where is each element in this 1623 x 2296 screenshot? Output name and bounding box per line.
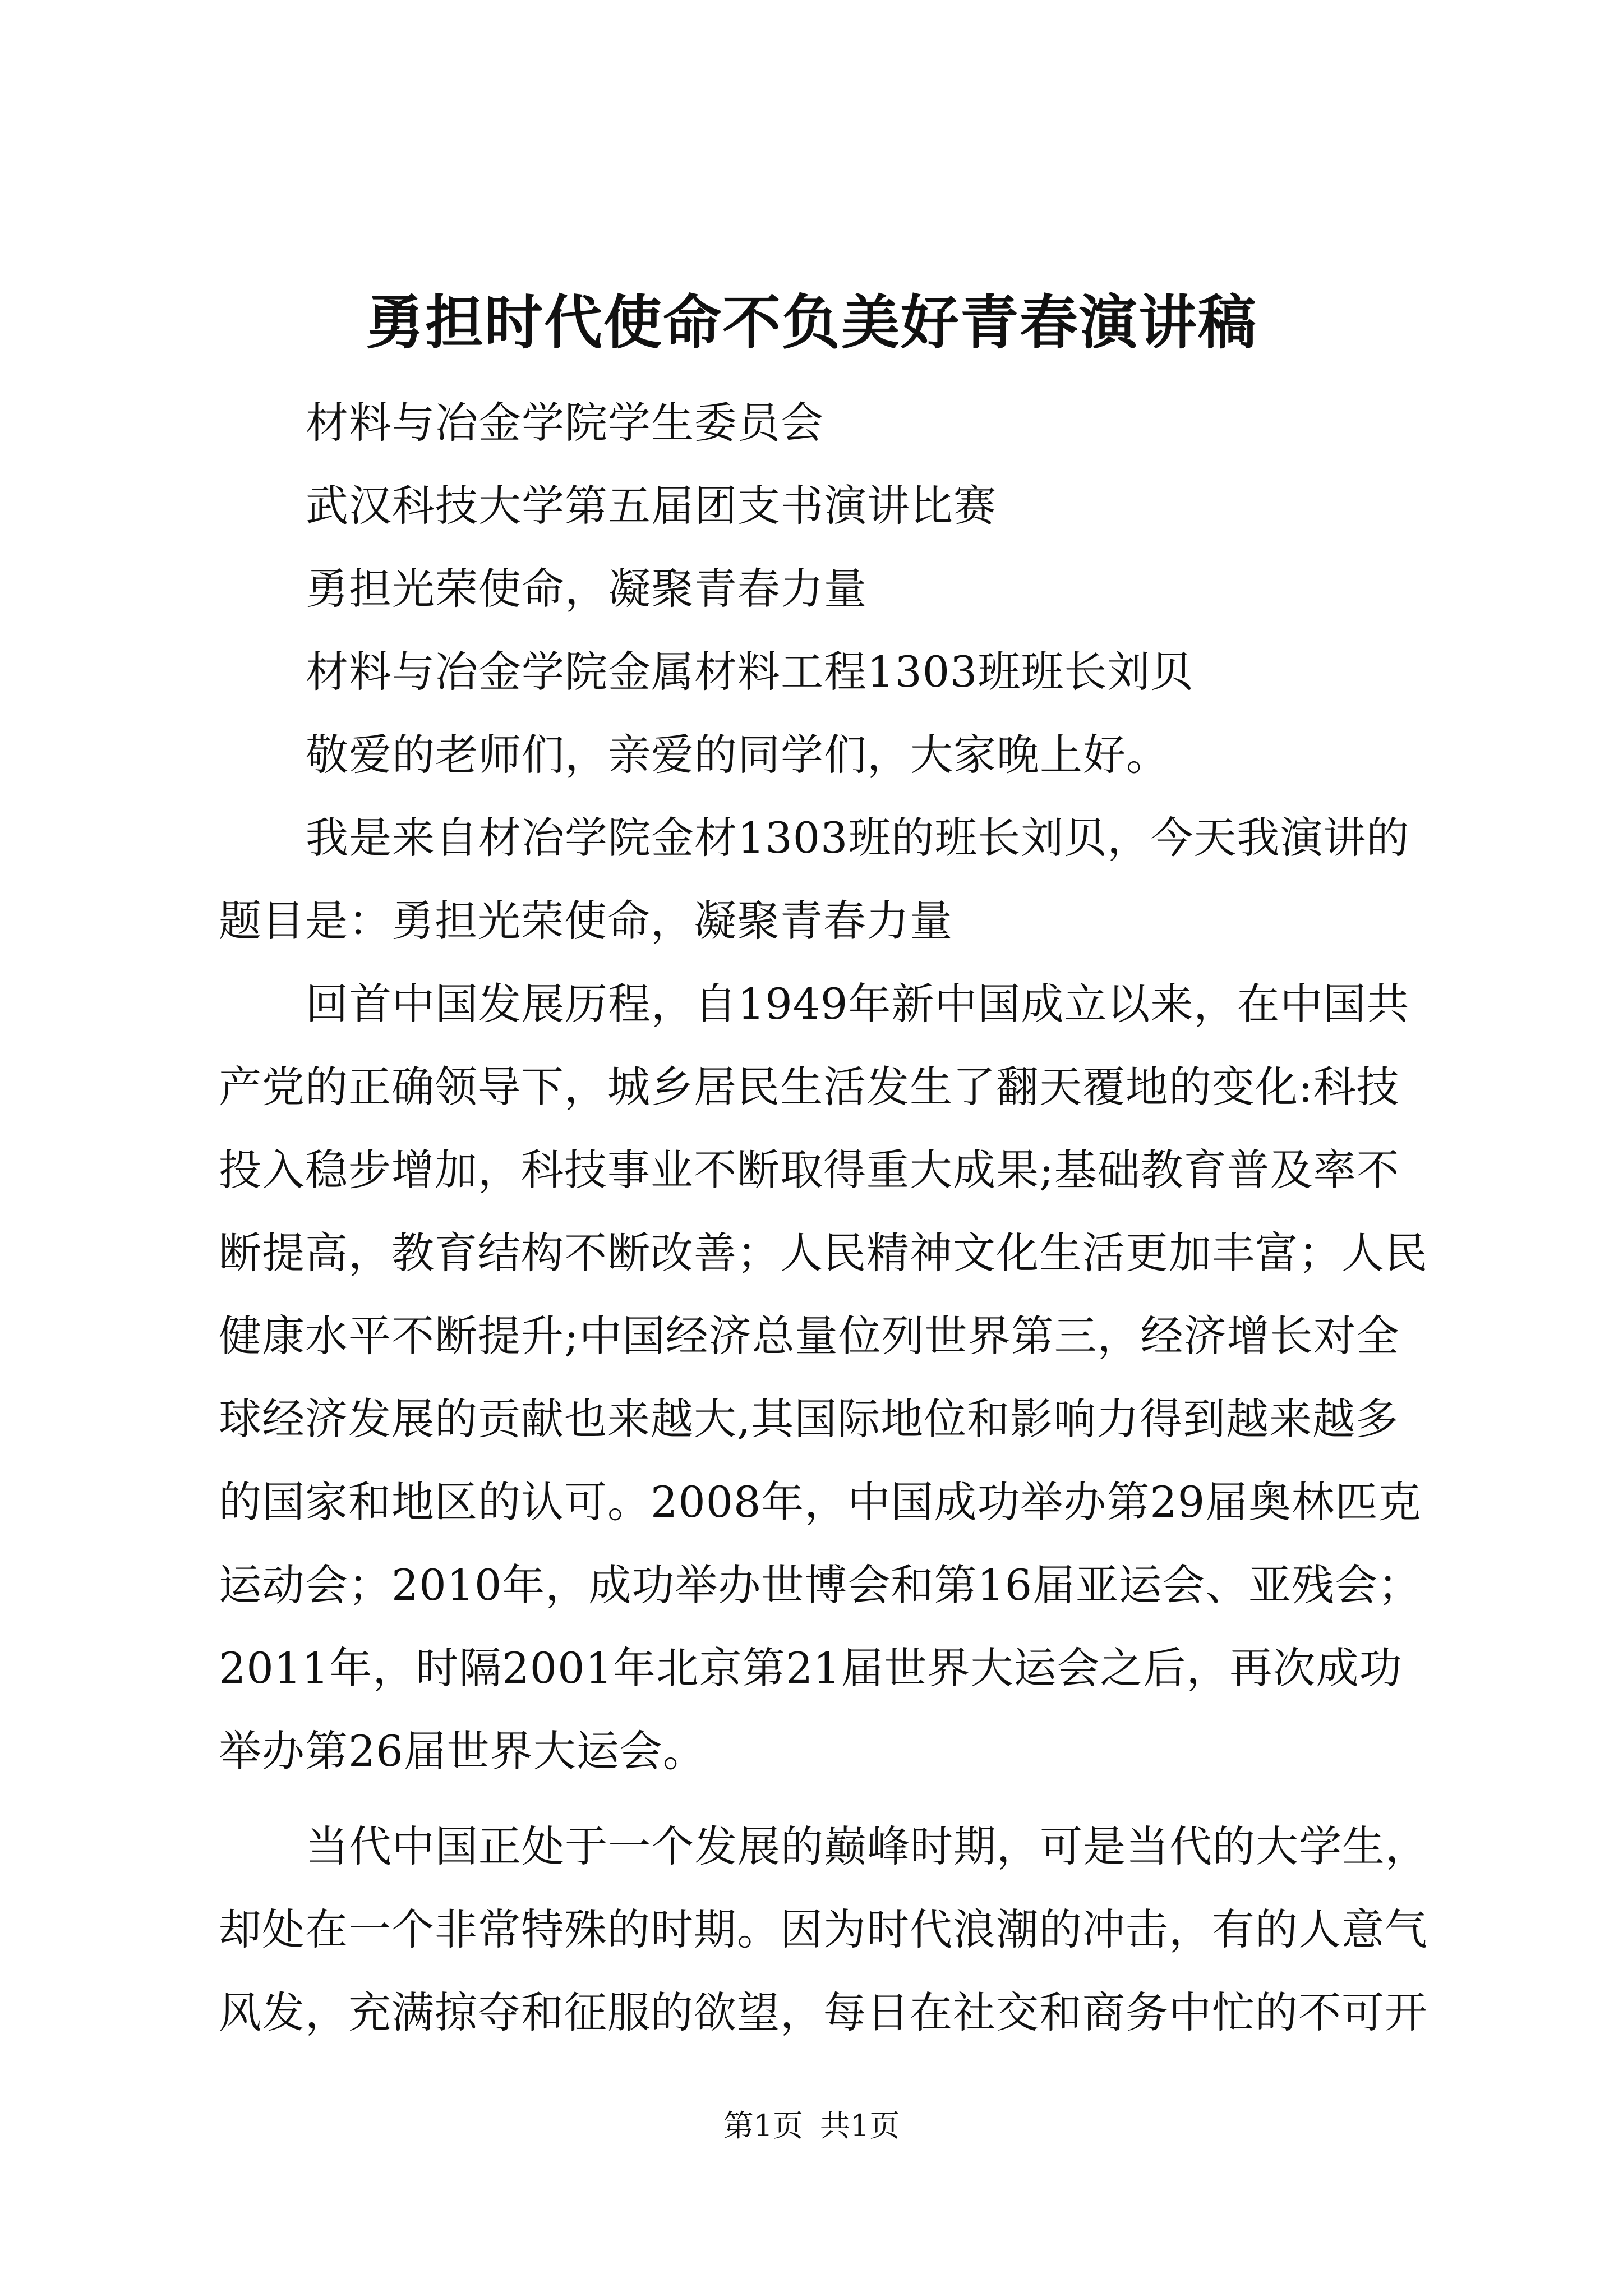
text-line: 敬爱的老师们，亲爱的同学们，大家晚上好。 <box>306 730 1169 780</box>
text-line: 运动会；2010年，成功举办世博会和第16届亚运会、亚残会； <box>219 1560 1422 1610</box>
text-line: 勇担光荣使命，凝聚青春力量 <box>306 564 867 614</box>
text-line: 武汉科技大学第五届团支书演讲比赛 <box>306 481 997 531</box>
text-line: 产党的正确领导下，城乡居民生活发生了翻天覆地的变化:科技 <box>219 1062 1400 1112</box>
document-title: 勇担时代使命不负美好青春演讲稿 <box>365 288 1257 357</box>
text-line: 题目是：勇担光荣使命，凝聚青春力量 <box>219 896 953 946</box>
page-footer <box>0 2106 1623 2146</box>
text-line: 健康水平不断提升;中国经济总量位列世界第三，经济增长对全 <box>219 1311 1400 1361</box>
text-line: 我是来自材冶学院金材1303班的班长刘贝，今天我演讲的 <box>306 813 1410 863</box>
text-line: 球经济发展的贡献也来越大,其国际地位和影响力得到越来越多 <box>219 1394 1399 1444</box>
page-total: 共1页 <box>820 2108 900 2143</box>
text-line: 风发，充满掠夺和征服的欲望，每日在社交和商务中忙的不可开 <box>219 1987 1428 2037</box>
text-line: 材料与冶金学院学生委员会 <box>306 398 824 448</box>
text-line: 的国家和地区的认可。2008年，中国成功举办第29届奥林匹克 <box>219 1477 1422 1527</box>
document-body <box>219 381 1428 2054</box>
text-line: 当代中国正处于一个发展的巅峰时期，可是当代的大学生， <box>306 1821 1428 1871</box>
text-line: 回首中国发展历程，自1949年新中国成立以来，在中国共 <box>306 979 1410 1029</box>
text-line: 举办第26届世界大运会。 <box>219 1726 706 1776</box>
page-number: 第1页 <box>723 2108 803 2143</box>
text-line: 2011年，时隔2001年北京第21届世界大运会之后，再次成功 <box>219 1643 1403 1693</box>
paragraph-gap <box>219 1793 1424 1805</box>
text-line: 断提高，教育结构不断改善；人民精神文化生活更加丰富；人民 <box>219 1228 1428 1278</box>
text-line: 投入稳步增加，科技事业不断取得重大成果;基础教育普及率不 <box>219 1145 1400 1195</box>
text-line: 材料与冶金学院金属材料工程1303班班长刘贝 <box>306 647 1194 697</box>
text-line: 却处在一个非常特殊的时期。因为时代浪潮的冲击，有的人意气 <box>219 1904 1428 1954</box>
